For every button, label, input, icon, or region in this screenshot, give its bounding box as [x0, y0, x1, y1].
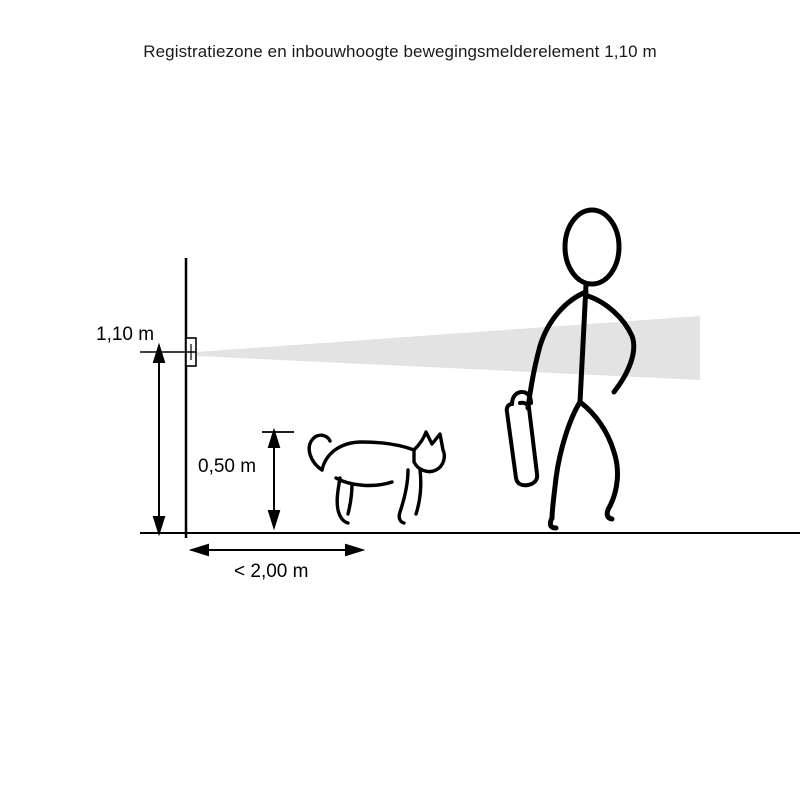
- dimension-arrow-vertical-icon: [140, 346, 196, 533]
- cat-icon: [309, 432, 444, 523]
- dimension-arrow-horizontal-icon: [192, 545, 362, 555]
- label-mounting-height: 1,10 m: [96, 324, 155, 345]
- label-pet-height: 0,50 m: [198, 456, 257, 477]
- label-pet-distance: < 2,00 m: [234, 561, 309, 582]
- handbag-icon: [507, 392, 537, 485]
- dimension-arrow-pet-height-icon: [262, 431, 294, 527]
- page-title: Registratiezone en inbouwhoogte bewegingsmelderelement 1,10 m: [143, 42, 657, 61]
